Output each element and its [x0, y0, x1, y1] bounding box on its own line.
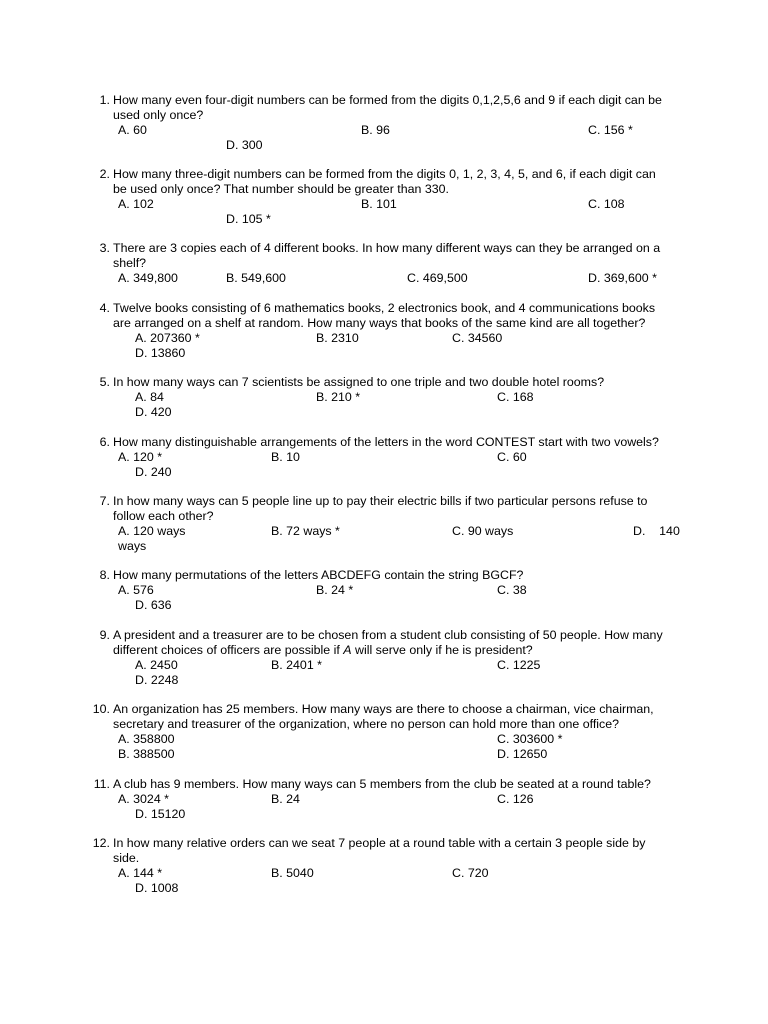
question-number: 1.: [99, 93, 110, 107]
question-text: There are 3 copies each of 4 different books. In how many different ways can they be arranged on a: [113, 241, 661, 255]
option-d: D. 140: [633, 524, 680, 538]
option-d: D. 240: [135, 465, 172, 479]
option-c: C. 168: [497, 390, 534, 404]
option-c: C. 126: [497, 792, 534, 806]
question-text: are arranged on a shelf at random. How many ways that books of the same kind are all together?: [113, 316, 646, 330]
option-c: C. 1225: [497, 658, 541, 672]
question-text: A president and a treasurer are to be chosen from a student club consisting of 50 people. How many: [113, 628, 663, 642]
question-number: 10.: [92, 702, 110, 716]
option-a: A. 3024 *: [118, 792, 169, 806]
option-b: B. 96: [361, 123, 390, 137]
option-a: A. 349,800: [118, 271, 178, 285]
option-b: B. 2310: [316, 331, 359, 345]
option-a: A. 207360 *: [135, 331, 200, 345]
italic-variable: A: [343, 643, 352, 657]
option-c: C. 60: [497, 450, 527, 464]
question-text: In how many relative orders can we seat 7 people at a round table with a certain 3 people side by: [113, 836, 646, 850]
option-b: B. 24 *: [316, 583, 354, 597]
option-a: A. 120 ways: [118, 524, 186, 538]
question-text: used only once?: [113, 108, 204, 122]
question-number: 9.: [99, 628, 110, 642]
question-number: 11.: [93, 777, 110, 791]
question-text: How many permutations of the letters ABCDEFG contain the string BGCF?: [113, 568, 524, 582]
option-d: D. 12650: [497, 747, 548, 761]
question-number: 2.: [99, 167, 110, 181]
option-b: B. 388500: [118, 747, 175, 761]
option-a: A. 358800: [118, 732, 175, 746]
question-number: 8.: [99, 568, 110, 582]
question-text-part: different choices of officers are possible if: [113, 643, 344, 657]
question-text: How many three-digit numbers can be formed from the digits 0, 1, 2, 3, 4, 5, and 6, if each digit can: [113, 167, 656, 181]
option-a: A. 2450: [135, 658, 178, 672]
option-d: D. 1008: [135, 881, 179, 895]
option-b: B. 72 ways *: [271, 524, 340, 538]
option-c: C. 303600 *: [497, 732, 563, 746]
option-a: A. 102: [118, 197, 154, 211]
question-text: secretary and treasurer of the organization, where no person can hold more than one office?: [113, 717, 620, 731]
option-c: C. 469,500: [407, 271, 468, 285]
question-number: 3.: [99, 241, 110, 255]
question-text: How many even four-digit numbers can be formed from the digits 0,1,2,5,6 and 9 if each digit can be: [113, 93, 662, 107]
option-b: B. 24: [271, 792, 300, 806]
option-c: C. 156 *: [588, 123, 633, 137]
question-text: [113, 643, 683, 658]
option-a: A. 120 *: [118, 450, 163, 464]
question-text: Twelve books consisting of 6 mathematics books, 2 electronics book, and 4 communications books: [113, 301, 656, 315]
option-a: A. 60: [118, 123, 147, 137]
option-a: A. 576: [118, 583, 154, 597]
question-number: 4.: [99, 301, 110, 315]
option-d: D. 300: [226, 138, 263, 152]
question-text: side.: [113, 851, 140, 865]
question-text: follow each other?: [113, 509, 214, 523]
option-d-continuation: ways: [118, 539, 147, 553]
question-text-part: will serve only if he is president?: [351, 643, 533, 657]
option-c: C. 38: [497, 583, 527, 597]
option-a: A. 84: [135, 390, 164, 404]
question-text: shelf?: [113, 256, 147, 270]
option-b: B. 5040: [271, 866, 314, 880]
option-b: B. 549,600: [226, 271, 286, 285]
question-text: be used only once? That number should be greater than 330.: [113, 182, 449, 196]
question-number: 6.: [99, 435, 110, 449]
option-d: D. 13860: [135, 346, 186, 360]
option-d: D. 420: [135, 405, 172, 419]
option-d: D. 636: [135, 598, 172, 612]
question-text: How many distinguishable arrangements of the letters in the word CONTEST start with two vowels?: [113, 435, 659, 449]
question-text: In how many ways can 5 people line up to pay their electric bills if two particular persons refuse to: [113, 494, 648, 508]
option-a: A. 144 *: [118, 866, 163, 880]
option-d: D. 105 *: [226, 212, 271, 226]
option-d: D. 2248: [135, 673, 179, 687]
question-number: 5.: [99, 375, 110, 389]
option-b: B. 210 *: [316, 390, 361, 404]
question-number: 12.: [92, 836, 110, 850]
question-text: A club has 9 members. How many ways can 5 members from the club be seated at a round table?: [113, 777, 651, 791]
question-number: 7.: [99, 494, 110, 508]
question-text: An organization has 25 members. How many ways are there to choose a chairman, vice chairman,: [113, 702, 654, 716]
option-d: D. 15120: [135, 807, 186, 821]
question-text: In how many ways can 7 scientists be assigned to one triple and two double hotel rooms?: [113, 375, 605, 389]
option-c: C. 34560: [452, 331, 503, 345]
option-b: B. 101: [361, 197, 397, 211]
option-b: B. 2401 *: [271, 658, 322, 672]
option-c: C. 90 ways: [452, 524, 514, 538]
option-c: C. 108: [588, 197, 625, 211]
option-d: D. 369,600 *: [588, 271, 657, 285]
option-b: B. 10: [271, 450, 300, 464]
option-c: C. 720: [452, 866, 489, 880]
